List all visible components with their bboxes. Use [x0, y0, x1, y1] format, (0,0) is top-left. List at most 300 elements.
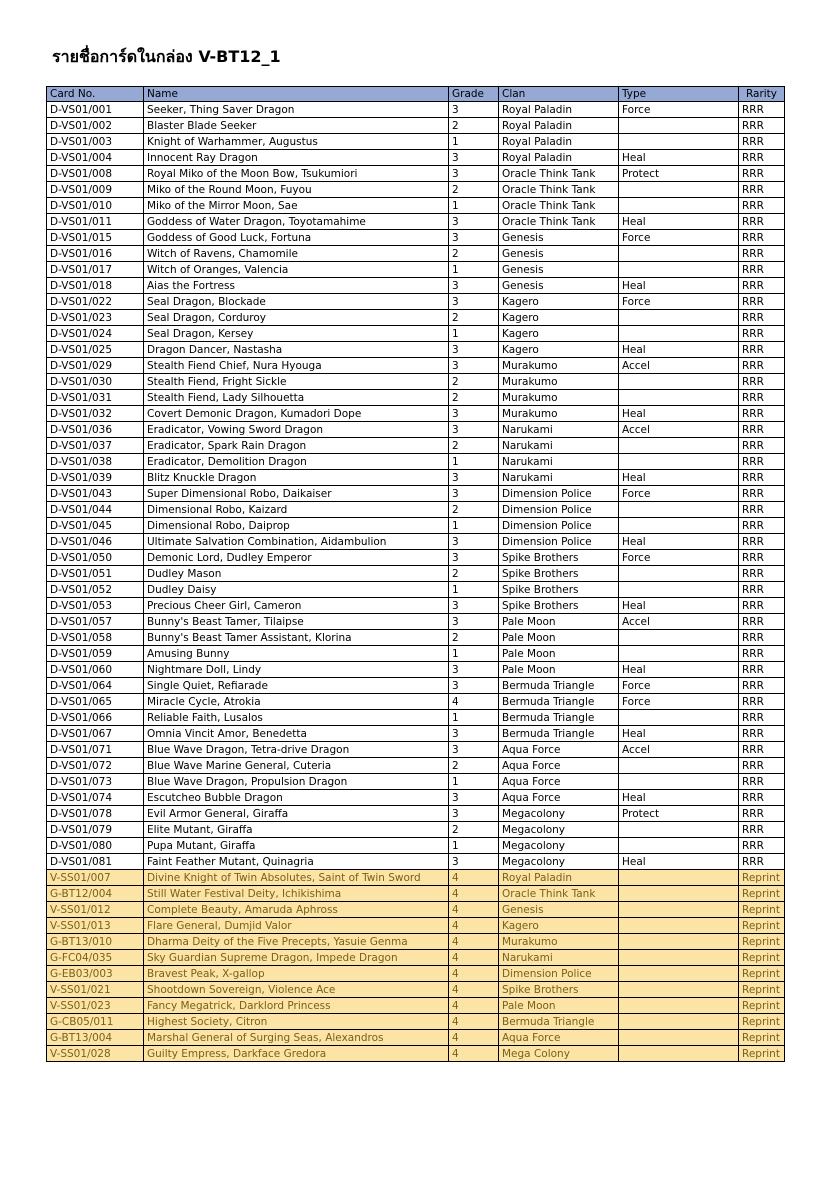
cell-clan: Murakumo — [499, 406, 619, 422]
cell-name: Stealth Fiend Chief, Nura Hyouga — [144, 358, 449, 374]
cell-name: Blue Wave Dragon, Tetra-drive Dragon — [144, 742, 449, 758]
cell-rarity: RRR — [739, 678, 785, 694]
cell-type: Protect — [619, 166, 739, 182]
cell-name: Amusing Bunny — [144, 646, 449, 662]
cell-card-no: D-VS01/051 — [47, 566, 144, 582]
column-header-grade[interactable]: Grade — [449, 87, 499, 102]
cell-type — [619, 998, 739, 1014]
cell-card-no: D-VS01/022 — [47, 294, 144, 310]
cell-grade: 4 — [449, 694, 499, 710]
table-row[interactable] — [47, 966, 785, 982]
table-row[interactable] — [47, 406, 785, 422]
cell-type: Heal — [619, 790, 739, 806]
cell-type — [619, 1014, 739, 1030]
cell-rarity: RRR — [739, 694, 785, 710]
cell-type: Force — [619, 102, 739, 118]
table-row[interactable] — [47, 710, 785, 726]
cell-clan: Genesis — [499, 902, 619, 918]
table-body — [47, 102, 785, 1062]
cell-rarity: Reprint — [739, 966, 785, 982]
cell-grade: 4 — [449, 934, 499, 950]
cell-name: Dimensional Robo, Kaizard — [144, 502, 449, 518]
cell-clan: Kagero — [499, 326, 619, 342]
cell-card-no: D-VS01/057 — [47, 614, 144, 630]
table-row[interactable] — [47, 726, 785, 742]
cell-card-no: D-VS01/038 — [47, 454, 144, 470]
cell-rarity: RRR — [739, 582, 785, 598]
cell-card-no: D-VS01/078 — [47, 806, 144, 822]
cell-card-no: D-VS01/003 — [47, 134, 144, 150]
cell-type — [619, 934, 739, 950]
cell-type — [619, 502, 739, 518]
cell-name: Blaster Blade Seeker — [144, 118, 449, 134]
cell-name: Single Quiet, Refiarade — [144, 678, 449, 694]
cell-clan: Oracle Think Tank — [499, 182, 619, 198]
column-header-name[interactable]: Name — [144, 87, 449, 102]
cell-type: Accel — [619, 742, 739, 758]
table-row[interactable] — [47, 246, 785, 262]
cell-grade: 2 — [449, 182, 499, 198]
cell-grade: 3 — [449, 406, 499, 422]
table-row[interactable] — [47, 934, 785, 950]
table-header — [47, 87, 785, 102]
cell-rarity: Reprint — [739, 982, 785, 998]
cell-clan: Narukami — [499, 422, 619, 438]
cell-rarity: RRR — [739, 150, 785, 166]
cell-clan: Spike Brothers — [499, 598, 619, 614]
cell-name: Seal Dragon, Corduroy — [144, 310, 449, 326]
cell-grade: 3 — [449, 486, 499, 502]
cell-rarity: RRR — [739, 486, 785, 502]
table-row[interactable] — [47, 278, 785, 294]
cell-card-no: D-VS01/073 — [47, 774, 144, 790]
cell-card-no: D-VS01/032 — [47, 406, 144, 422]
cell-clan: Bermuda Triangle — [499, 726, 619, 742]
cell-card-no: D-VS01/074 — [47, 790, 144, 806]
table-row[interactable] — [47, 982, 785, 998]
table-row[interactable] — [47, 870, 785, 886]
cell-card-no: D-VS01/024 — [47, 326, 144, 342]
cell-clan: Pale Moon — [499, 662, 619, 678]
cell-name: Reliable Faith, Lusalos — [144, 710, 449, 726]
cell-rarity: RRR — [739, 822, 785, 838]
cell-grade: 4 — [449, 902, 499, 918]
cell-grade: 3 — [449, 214, 499, 230]
cell-name: Dudley Daisy — [144, 582, 449, 598]
cell-name: Sky Guardian Supreme Dragon, Impede Dragon — [144, 950, 449, 966]
cell-clan: Kagero — [499, 294, 619, 310]
cell-name: Ultimate Salvation Combination, Aidambulion — [144, 534, 449, 550]
table-row[interactable] — [47, 854, 785, 870]
cell-type: Heal — [619, 854, 739, 870]
cell-type: Force — [619, 678, 739, 694]
table-row[interactable] — [47, 822, 785, 838]
cell-rarity: RRR — [739, 774, 785, 790]
cell-name: Royal Miko of the Moon Bow, Tsukumiori — [144, 166, 449, 182]
cell-grade: 3 — [449, 150, 499, 166]
cell-name: Faint Feather Mutant, Quinagria — [144, 854, 449, 870]
cell-clan: Genesis — [499, 262, 619, 278]
cell-rarity: Reprint — [739, 998, 785, 1014]
cell-card-no: D-VS01/044 — [47, 502, 144, 518]
cell-card-no: D-VS01/058 — [47, 630, 144, 646]
cell-grade: 2 — [449, 502, 499, 518]
cell-rarity: RRR — [739, 326, 785, 342]
cell-clan: Oracle Think Tank — [499, 166, 619, 182]
table-row[interactable] — [47, 262, 785, 278]
cell-type — [619, 758, 739, 774]
cell-clan: Aqua Force — [499, 1030, 619, 1046]
cell-clan: Bermuda Triangle — [499, 710, 619, 726]
table-row[interactable] — [47, 742, 785, 758]
cell-type — [619, 886, 739, 902]
cell-grade: 1 — [449, 518, 499, 534]
cell-name: Blitz Knuckle Dragon — [144, 470, 449, 486]
cell-rarity: RRR — [739, 246, 785, 262]
cell-rarity: RRR — [739, 470, 785, 486]
cell-name: Dimensional Robo, Daiprop — [144, 518, 449, 534]
cell-card-no: V-SS01/012 — [47, 902, 144, 918]
table-row[interactable] — [47, 342, 785, 358]
cell-rarity: Reprint — [739, 1046, 785, 1062]
cell-grade: 4 — [449, 966, 499, 982]
cell-card-no: D-VS01/067 — [47, 726, 144, 742]
cell-clan: Narukami — [499, 950, 619, 966]
table-row[interactable] — [47, 582, 785, 598]
cell-type: Force — [619, 486, 739, 502]
cell-grade: 1 — [449, 198, 499, 214]
cell-name: Highest Society, Citron — [144, 1014, 449, 1030]
cell-card-no: D-VS01/015 — [47, 230, 144, 246]
table-row[interactable] — [47, 198, 785, 214]
table-row[interactable] — [47, 454, 785, 470]
cell-name: Aias the Fortress — [144, 278, 449, 294]
table-row[interactable] — [47, 310, 785, 326]
cell-rarity: RRR — [739, 838, 785, 854]
table-row[interactable] — [47, 838, 785, 854]
table-row[interactable] — [47, 374, 785, 390]
cell-card-no: D-VS01/043 — [47, 486, 144, 502]
cell-name: Bunny's Beast Tamer, Tilaipse — [144, 614, 449, 630]
cell-name: Goddess of Water Dragon, Toyotamahime — [144, 214, 449, 230]
cell-clan: Oracle Think Tank — [499, 198, 619, 214]
cell-card-no: D-VS01/045 — [47, 518, 144, 534]
cell-grade: 1 — [449, 262, 499, 278]
column-header-type[interactable]: Type — [619, 87, 739, 102]
table-row[interactable] — [47, 694, 785, 710]
cell-grade: 3 — [449, 422, 499, 438]
cell-rarity: RRR — [739, 518, 785, 534]
cell-type: Heal — [619, 150, 739, 166]
cell-clan: Royal Paladin — [499, 150, 619, 166]
cell-name: Nightmare Doll, Lindy — [144, 662, 449, 678]
cell-card-no: D-VS01/039 — [47, 470, 144, 486]
cell-type: Heal — [619, 342, 739, 358]
cell-type: Heal — [619, 278, 739, 294]
cell-grade: 4 — [449, 1030, 499, 1046]
cell-type: Heal — [619, 470, 739, 486]
cell-type — [619, 310, 739, 326]
cell-clan: Pale Moon — [499, 998, 619, 1014]
table-row[interactable] — [47, 918, 785, 934]
cell-rarity: Reprint — [739, 902, 785, 918]
cell-name: Witch of Oranges, Valencia — [144, 262, 449, 278]
cell-name: Evil Armor General, Giraffa — [144, 806, 449, 822]
cell-rarity: Reprint — [739, 918, 785, 934]
cell-card-no: V-SS01/023 — [47, 998, 144, 1014]
cell-grade: 3 — [449, 726, 499, 742]
cell-grade: 4 — [449, 870, 499, 886]
table-row[interactable] — [47, 518, 785, 534]
cell-card-no: D-VS01/009 — [47, 182, 144, 198]
table-row[interactable] — [47, 182, 785, 198]
cell-card-no: D-VS01/037 — [47, 438, 144, 454]
table-row[interactable] — [47, 422, 785, 438]
cell-grade: 3 — [449, 854, 499, 870]
cell-clan: Megacolony — [499, 838, 619, 854]
cell-grade: 2 — [449, 630, 499, 646]
column-header-clan[interactable]: Clan — [499, 87, 619, 102]
table-row[interactable] — [47, 758, 785, 774]
cell-clan: Spike Brothers — [499, 982, 619, 998]
cell-card-no: G-BT12/004 — [47, 886, 144, 902]
cell-grade: 4 — [449, 998, 499, 1014]
cell-clan: Spike Brothers — [499, 566, 619, 582]
cell-grade: 1 — [449, 838, 499, 854]
cell-clan: Royal Paladin — [499, 870, 619, 886]
cell-grade: 3 — [449, 678, 499, 694]
cell-rarity: RRR — [739, 214, 785, 230]
cell-card-no: D-VS01/002 — [47, 118, 144, 134]
table-row[interactable] — [47, 774, 785, 790]
cell-rarity: Reprint — [739, 886, 785, 902]
cell-clan: Genesis — [499, 246, 619, 262]
cell-rarity: RRR — [739, 374, 785, 390]
cell-rarity: RRR — [739, 406, 785, 422]
cell-grade: 2 — [449, 438, 499, 454]
table-row[interactable] — [47, 294, 785, 310]
table-row[interactable] — [47, 950, 785, 966]
table-row[interactable] — [47, 438, 785, 454]
table-row[interactable] — [47, 630, 785, 646]
cell-name: Complete Beauty, Amaruda Aphross — [144, 902, 449, 918]
cell-name: Guilty Empress, Darkface Gredora — [144, 1046, 449, 1062]
table-row[interactable] — [47, 166, 785, 182]
cell-clan: Mega Colony — [499, 1046, 619, 1062]
cell-rarity: RRR — [739, 134, 785, 150]
cell-name: Escutcheo Bubble Dragon — [144, 790, 449, 806]
cell-type — [619, 838, 739, 854]
cell-clan: Bermuda Triangle — [499, 1014, 619, 1030]
cell-rarity: RRR — [739, 790, 785, 806]
cell-card-no: D-VS01/029 — [47, 358, 144, 374]
cell-name: Knight of Warhammer, Augustus — [144, 134, 449, 150]
table-row[interactable] — [47, 550, 785, 566]
cell-card-no: D-VS01/053 — [47, 598, 144, 614]
cell-grade: 3 — [449, 470, 499, 486]
cell-grade: 1 — [449, 326, 499, 342]
cell-grade: 4 — [449, 918, 499, 934]
cell-grade: 2 — [449, 566, 499, 582]
table-row[interactable] — [47, 534, 785, 550]
table-row[interactable] — [47, 646, 785, 662]
cell-rarity: RRR — [739, 502, 785, 518]
cell-card-no: V-SS01/007 — [47, 870, 144, 886]
table-row[interactable] — [47, 214, 785, 230]
table-row[interactable] — [47, 470, 785, 486]
table-row[interactable] — [47, 790, 785, 806]
cell-type — [619, 1046, 739, 1062]
cell-grade: 3 — [449, 102, 499, 118]
cell-grade: 3 — [449, 278, 499, 294]
cell-card-no: D-VS01/023 — [47, 310, 144, 326]
cell-card-no: D-VS01/031 — [47, 390, 144, 406]
table-row[interactable] — [47, 662, 785, 678]
table-row[interactable] — [47, 390, 785, 406]
cell-grade: 1 — [449, 774, 499, 790]
cell-card-no: D-VS01/065 — [47, 694, 144, 710]
table-row[interactable] — [47, 886, 785, 902]
cell-name: Goddess of Good Luck, Fortuna — [144, 230, 449, 246]
column-header-card-no[interactable]: Card No. — [47, 87, 144, 102]
cell-rarity: RRR — [739, 358, 785, 374]
cell-card-no: G-BT13/004 — [47, 1030, 144, 1046]
cell-card-no: D-VS01/059 — [47, 646, 144, 662]
cell-clan: Dimension Police — [499, 518, 619, 534]
cell-type — [619, 966, 739, 982]
cell-card-no: D-VS01/008 — [47, 166, 144, 182]
cell-clan: Pale Moon — [499, 614, 619, 630]
cell-type — [619, 182, 739, 198]
cell-rarity: RRR — [739, 614, 785, 630]
cell-type — [619, 326, 739, 342]
cell-type — [619, 822, 739, 838]
cell-grade: 3 — [449, 294, 499, 310]
column-header-rarity[interactable]: Rarity — [739, 87, 785, 102]
cell-clan: Dimension Police — [499, 966, 619, 982]
cell-grade: 4 — [449, 1014, 499, 1030]
cell-name: Dharma Deity of the Five Precepts, Yasuie Genma — [144, 934, 449, 950]
cell-grade: 3 — [449, 230, 499, 246]
cell-rarity: RRR — [739, 198, 785, 214]
cell-card-no: D-VS01/072 — [47, 758, 144, 774]
table-row[interactable] — [47, 230, 785, 246]
cell-card-no: D-VS01/046 — [47, 534, 144, 550]
cell-rarity: RRR — [739, 166, 785, 182]
cell-grade: 3 — [449, 166, 499, 182]
cell-name: Innocent Ray Dragon — [144, 150, 449, 166]
cell-rarity: RRR — [739, 566, 785, 582]
cell-name: Eradicator, Demolition Dragon — [144, 454, 449, 470]
table-row[interactable] — [47, 1014, 785, 1030]
cell-grade: 2 — [449, 118, 499, 134]
table-row[interactable] — [47, 102, 785, 118]
cell-name: Bunny's Beast Tamer Assistant, Klorina — [144, 630, 449, 646]
table-row[interactable] — [47, 134, 785, 150]
cell-grade: 3 — [449, 534, 499, 550]
table-row[interactable] — [47, 678, 785, 694]
cell-grade: 1 — [449, 582, 499, 598]
table-row[interactable] — [47, 358, 785, 374]
cell-rarity: RRR — [739, 758, 785, 774]
cell-card-no: D-VS01/064 — [47, 678, 144, 694]
cell-type — [619, 438, 739, 454]
cell-card-no: D-VS01/017 — [47, 262, 144, 278]
cell-rarity: RRR — [739, 854, 785, 870]
cell-clan: Megacolony — [499, 806, 619, 822]
cell-type: Accel — [619, 614, 739, 630]
table-row[interactable] — [47, 806, 785, 822]
table-row[interactable] — [47, 998, 785, 1014]
cell-clan: Narukami — [499, 470, 619, 486]
table-row[interactable] — [47, 150, 785, 166]
cell-card-no: V-SS01/028 — [47, 1046, 144, 1062]
table-row[interactable] — [47, 614, 785, 630]
cell-clan: Bermuda Triangle — [499, 678, 619, 694]
cell-type: Force — [619, 550, 739, 566]
cell-clan: Narukami — [499, 454, 619, 470]
cell-type — [619, 918, 739, 934]
cell-clan: Megacolony — [499, 854, 619, 870]
cell-clan: Royal Paladin — [499, 134, 619, 150]
card-list-table-container — [46, 86, 784, 1062]
cell-name: Miko of the Round Moon, Fuyou — [144, 182, 449, 198]
cell-grade: 3 — [449, 358, 499, 374]
cell-clan: Spike Brothers — [499, 550, 619, 566]
cell-clan: Dimension Police — [499, 534, 619, 550]
cell-grade: 1 — [449, 134, 499, 150]
table-row[interactable] — [47, 902, 785, 918]
cell-type: Heal — [619, 726, 739, 742]
table-row[interactable] — [47, 502, 785, 518]
table-header-row — [47, 87, 785, 102]
table-row[interactable] — [47, 486, 785, 502]
cell-clan: Aqua Force — [499, 758, 619, 774]
cell-grade: 2 — [449, 246, 499, 262]
cell-card-no: D-VS01/050 — [47, 550, 144, 566]
table-row[interactable] — [47, 118, 785, 134]
cell-name: Covert Demonic Dragon, Kumadori Dope — [144, 406, 449, 422]
cell-name: Demonic Lord, Dudley Emperor — [144, 550, 449, 566]
cell-rarity: RRR — [739, 118, 785, 134]
cell-clan: Aqua Force — [499, 790, 619, 806]
table-row[interactable] — [47, 1030, 785, 1046]
cell-clan: Dimension Police — [499, 502, 619, 518]
cell-grade: 2 — [449, 374, 499, 390]
table-row[interactable] — [47, 566, 785, 582]
cell-rarity: RRR — [739, 390, 785, 406]
cell-type: Force — [619, 230, 739, 246]
cell-type — [619, 454, 739, 470]
cell-name: Elite Mutant, Giraffa — [144, 822, 449, 838]
table-row[interactable] — [47, 1046, 785, 1062]
cell-rarity: RRR — [739, 230, 785, 246]
page-title: รายชื่อการ์ดในกล่อง V-BT12_1 — [52, 47, 281, 66]
table-row[interactable] — [47, 598, 785, 614]
cell-name: Fancy Megatrick, Darklord Princess — [144, 998, 449, 1014]
cell-clan: Murakumo — [499, 390, 619, 406]
cell-rarity: RRR — [739, 662, 785, 678]
cell-rarity: RRR — [739, 294, 785, 310]
cell-grade: 3 — [449, 742, 499, 758]
cell-type — [619, 774, 739, 790]
table-row[interactable] — [47, 326, 785, 342]
cell-rarity: RRR — [739, 646, 785, 662]
cell-rarity: RRR — [739, 454, 785, 470]
cell-type: Accel — [619, 358, 739, 374]
cell-rarity: Reprint — [739, 1030, 785, 1046]
cell-card-no: G-CB05/011 — [47, 1014, 144, 1030]
